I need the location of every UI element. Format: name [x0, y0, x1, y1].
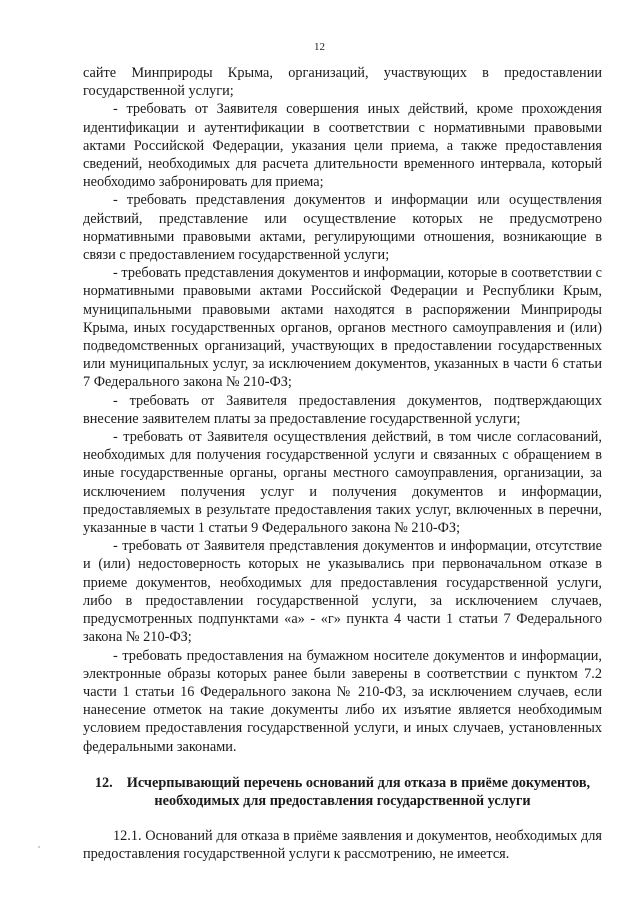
document-body	[83, 64, 602, 864]
scan-artifact	[38, 846, 40, 848]
section-heading	[83, 774, 602, 810]
list-item: - требовать от Заявителя представления документов и информации, отсутствие и (или) недостоверность которых не указывались при первоначальном отказе в приеме документов, необходимых для предоставления государственной услуги, либо в предоставлении государственной услуги, за исключением случаев, предусмотренных подпунктами «а» - «г» пункта 4 части 1 статьи 7 Федерального закона № 210-ФЗ;	[83, 538, 602, 646]
page-number: 12	[314, 41, 325, 53]
list-item: - требовать представления документов и информации или осуществления действий, представление или осуществление которых не предусмотрено нормативными правовыми актами, регулирующими отношения, возникающие в связи с предоставлением государственной услуги;	[83, 192, 602, 264]
section-title: Исчерпывающий перечень оснований для отказа в приёме документов, необходимых для предоставления государственной услуги	[126, 774, 591, 809]
list-item: - требовать предоставления на бумажном носителе документов и информации, электронные образы которых ранее были заверены в соответствии с пунктом 7.2 части 1 статьи 16 Федерального закона № 210-ФЗ, за исключением случаев, если нанесение отметок на такие документы либо их изъятие является необходимым условием предоставления государственной услуги, и иных случаев, установленных федеральными законами.	[83, 647, 602, 755]
section-paragraph: 12.1. Оснований для отказа в приёме заявления и документов, необходимых для предоставления государственной услуги к рассмотрению, не имеется.	[83, 828, 602, 863]
list-item: - требовать от Заявителя осуществления действий, в том числе согласований, необходимых для получения государственной услуги и связанных с обращением в иные государственные органы, органы местного самоуправления, организации, за исключением получения услуг и получения документов и информации, предоставляемых в результате предоставления таких услуг, включенных в перечни, указанные в части 1 статьи 9 Федерального закона № 210-ФЗ;	[83, 429, 602, 537]
paragraph-continuation: сайте Минприроды Крыма, организаций, участвующих в предоставлении государственной услуги;	[83, 65, 602, 100]
section-number: 12.	[94, 774, 113, 791]
list-item: - требовать представления документов и информации, которые в соответствии с нормативными правовыми актами Российской Федерации и Республики Крым, муниципальными правовыми актами находятся в распоряжении Минприроды Крыма, иных государственных органов, органов местного самоуправления и (или) подведомственных организаций, участвующих в предоставлении государственных или муниципальных услуг, за исключением документов, указанных в части 6 статьи 7 Федерального закона № 210-ФЗ;	[83, 265, 602, 391]
list-item: - требовать от Заявителя предоставления документов, подтверждающих внесение заявителем платы за предоставление государственной услуги;	[83, 392, 602, 427]
list-item: - требовать от Заявителя совершения иных действий, кроме прохождения идентификации и аутентификации в соответствии с нормативными правовыми актами Российской Федерации, указания цели приема, а также предоставления сведений, необходимых для расчета длительности временного интервала, который необходимо забронировать для приема;	[83, 101, 602, 191]
